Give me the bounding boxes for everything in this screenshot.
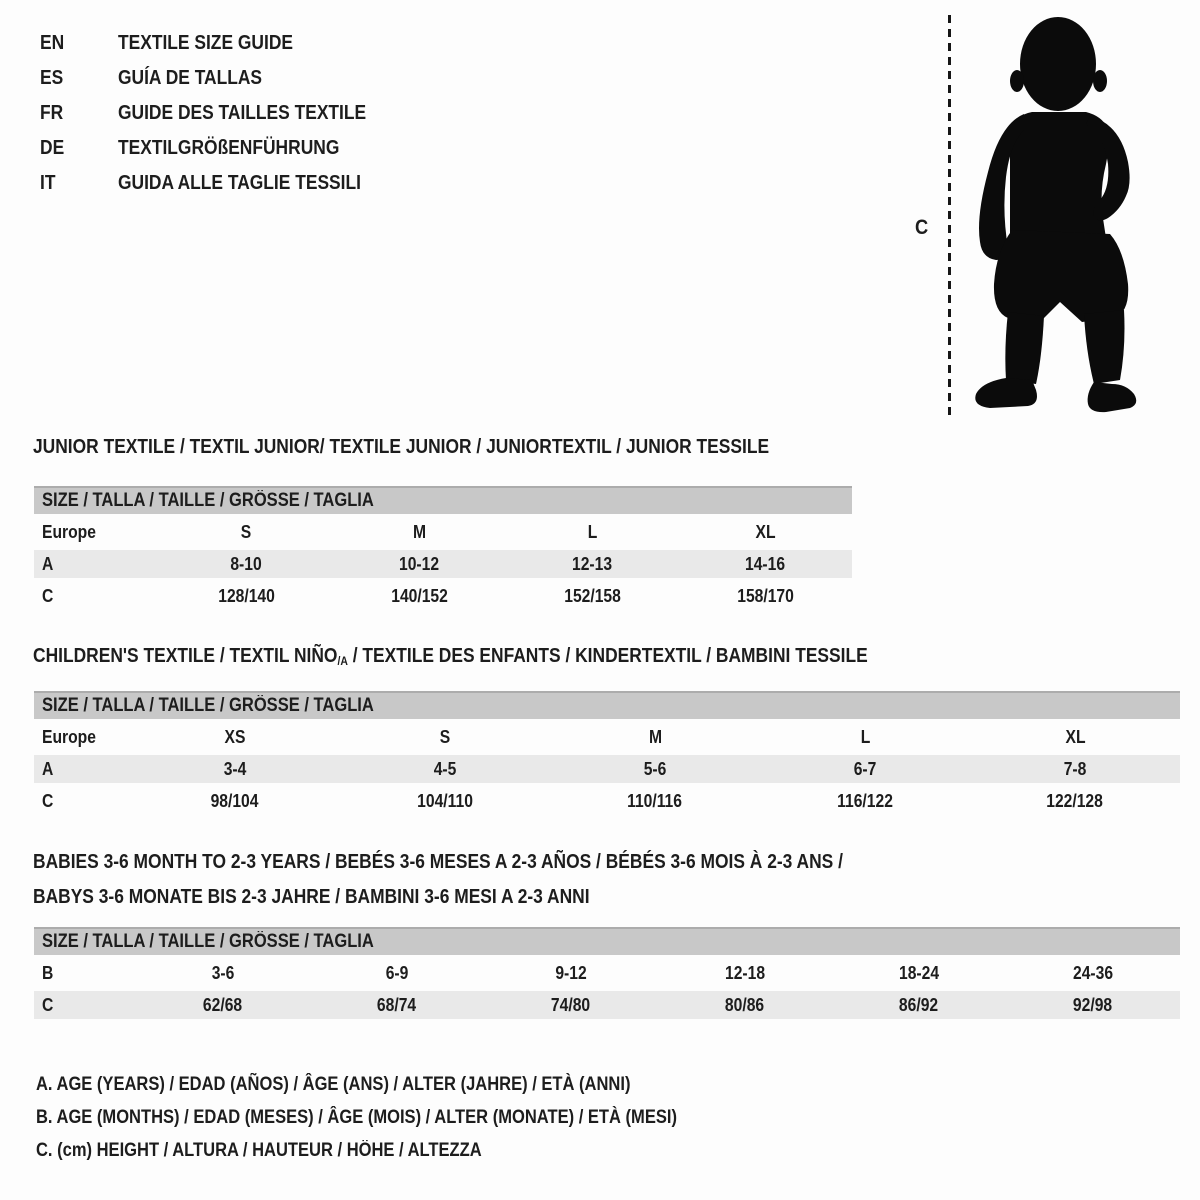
table-row-age [34, 550, 852, 578]
size-cell: 7-8 [1063, 758, 1087, 779]
size-cell: L [587, 521, 598, 542]
size-cell: 116/122 [837, 790, 893, 811]
size-cell: M [412, 521, 427, 542]
table-row-height [34, 783, 1180, 819]
legend-text: B. AGE (MONTHS) / EDAD (MESES) / ÂGE (MOIS) / ALTER (MONATE) / ETÀ (MESI) [36, 1106, 677, 1128]
row-label: Europe [42, 726, 96, 747]
lang-title: GUIDE DES TAILLES TEXTILE [118, 102, 367, 124]
size-cell: 6-9 [385, 962, 409, 983]
lang-title: GUÍA DE TALLAS [118, 67, 263, 89]
size-cell: 3-6 [211, 962, 235, 983]
legend-text: A. AGE (YEARS) / EDAD (AÑOS) / ÂGE (ANS) / ALTER (JAHRE) / ETÀ (ANNI) [36, 1073, 631, 1095]
table-row-age [34, 755, 1180, 783]
lang-code: DE [40, 137, 65, 159]
silhouette-shorts [994, 230, 1128, 324]
silhouette-left-leg [1005, 312, 1044, 384]
row-label: C [42, 790, 54, 811]
children-size-table [34, 691, 1180, 819]
table-row-europe [34, 719, 1180, 755]
size-cell: 104/110 [417, 790, 473, 811]
legend-line-a [36, 1068, 773, 1101]
section-title-text [33, 639, 868, 679]
title-part-sub: /A [337, 654, 348, 668]
size-cell: 74/80 [551, 994, 591, 1015]
row-label: B [42, 962, 54, 983]
size-cell: 10-12 [399, 553, 440, 574]
language-title-list [40, 26, 403, 201]
size-cell: 18-24 [898, 962, 940, 983]
legend-line-b [36, 1101, 773, 1134]
section-title-line2: BABYS 3-6 MONATE BIS 2-3 JAHRE / BAMBINI 3-6 MESI A 2-3 ANNI [33, 886, 590, 908]
size-cell: S [241, 521, 252, 542]
size-cell: L [860, 726, 870, 747]
title-part-before: CHILDREN'S TEXTILE / TEXTIL NIÑO [33, 645, 338, 667]
size-table-header [34, 692, 1180, 719]
lang-row-it [40, 166, 403, 201]
silhouette-ear-left [1010, 70, 1024, 92]
lang-row-en [40, 26, 403, 61]
lang-row-es [40, 61, 403, 96]
size-table-header [34, 487, 852, 514]
silhouette-head [1020, 17, 1096, 111]
silhouette-right-foot [1088, 382, 1137, 412]
size-cell: 6-7 [853, 758, 877, 779]
section-title-junior [33, 430, 879, 465]
size-cell: 92/98 [1073, 994, 1113, 1015]
size-cell: XL [755, 521, 776, 542]
lang-code: ES [40, 67, 64, 89]
title-part-after: / TEXTILE DES ENFANTS / KINDERTEXTIL / BAMBINI TESSILE [347, 645, 868, 667]
section-title-text: JUNIOR TEXTILE / TEXTIL JUNIOR/ TEXTILE JUNIOR / JUNIORTEXTIL / JUNIOR TESSILE [33, 436, 770, 458]
size-cell: S [439, 726, 451, 747]
size-header-text: SIZE / TALLA / TAILLE / GRÖSSE / TAGLIA [42, 490, 374, 511]
size-cell: 62/68 [203, 994, 243, 1015]
size-cell: 122/128 [1046, 790, 1104, 811]
lang-code: IT [40, 172, 56, 194]
lang-title: TEXTILGRÖßENFÜHRUNG [118, 137, 340, 159]
size-cell: 12-13 [572, 553, 613, 574]
lang-row-fr [40, 96, 403, 131]
height-dashed-line [948, 15, 951, 419]
size-cell: 4-5 [433, 758, 457, 779]
size-cell: 152/158 [564, 585, 621, 606]
size-table-header [34, 928, 1180, 955]
lang-title: TEXTILE SIZE GUIDE [118, 32, 293, 54]
size-cell: XS [224, 726, 246, 747]
size-header-text: SIZE / TALLA / TAILLE / GRÖSSE / TAGLIA [42, 931, 374, 952]
size-cell: 128/140 [218, 585, 275, 606]
legend-text: C. (cm) HEIGHT / ALTURA / HAUTEUR / HÖHE / ALTEZZA [36, 1139, 482, 1161]
size-header-text: SIZE / TALLA / TAILLE / GRÖSSE / TAGLIA [42, 695, 374, 716]
height-measure-label: C [915, 216, 929, 239]
size-cell: 86/92 [899, 994, 939, 1015]
lang-title: GUIDA ALLE TAGLIE TESSILI [118, 172, 361, 194]
table-row-height [34, 991, 1180, 1019]
row-label: Europe [42, 521, 96, 542]
toddler-silhouette-image [962, 12, 1140, 422]
size-cell: 158/170 [737, 585, 794, 606]
size-cell: 68/74 [377, 994, 417, 1015]
table-row-months [34, 955, 1180, 991]
babies-size-table [34, 927, 1180, 1019]
table-row-europe [34, 514, 852, 550]
junior-size-table [34, 486, 852, 614]
table-row-height [34, 578, 852, 614]
size-cell: 80/86 [725, 994, 765, 1015]
size-cell: 24-36 [1072, 962, 1114, 983]
row-label: C [42, 994, 54, 1015]
lang-code: FR [40, 102, 64, 124]
size-cell: XL [1065, 726, 1086, 747]
row-label: A [42, 553, 54, 574]
lang-row-de [40, 131, 403, 166]
size-cell: 3-4 [223, 758, 247, 779]
size-cell: 8-10 [230, 553, 263, 574]
lang-code: EN [40, 32, 65, 54]
legend [36, 1068, 773, 1167]
size-cell: 12-18 [724, 962, 766, 983]
section-title-children [33, 639, 992, 679]
legend-line-c [36, 1134, 773, 1167]
silhouette-ear-right [1093, 70, 1107, 92]
silhouette-left-foot [975, 378, 1037, 408]
size-cell: 9-12 [555, 962, 587, 983]
row-label: C [42, 585, 54, 606]
size-cell: 110/116 [627, 790, 683, 811]
size-cell: M [648, 726, 662, 747]
section-title-babies [33, 845, 964, 915]
size-cell: 140/152 [391, 585, 448, 606]
section-title-line1: BABIES 3-6 MONTH TO 2-3 YEARS / BEBÉS 3-6 MESES A 2-3 AÑOS / BÉBÉS 3-6 MOIS À 2-3 ANS / [33, 851, 843, 873]
size-cell: 98/104 [211, 790, 259, 811]
silhouette-right-leg [1084, 310, 1125, 384]
size-cell: 14-16 [745, 553, 786, 574]
size-cell: 5-6 [643, 758, 667, 779]
row-label: A [42, 758, 54, 779]
